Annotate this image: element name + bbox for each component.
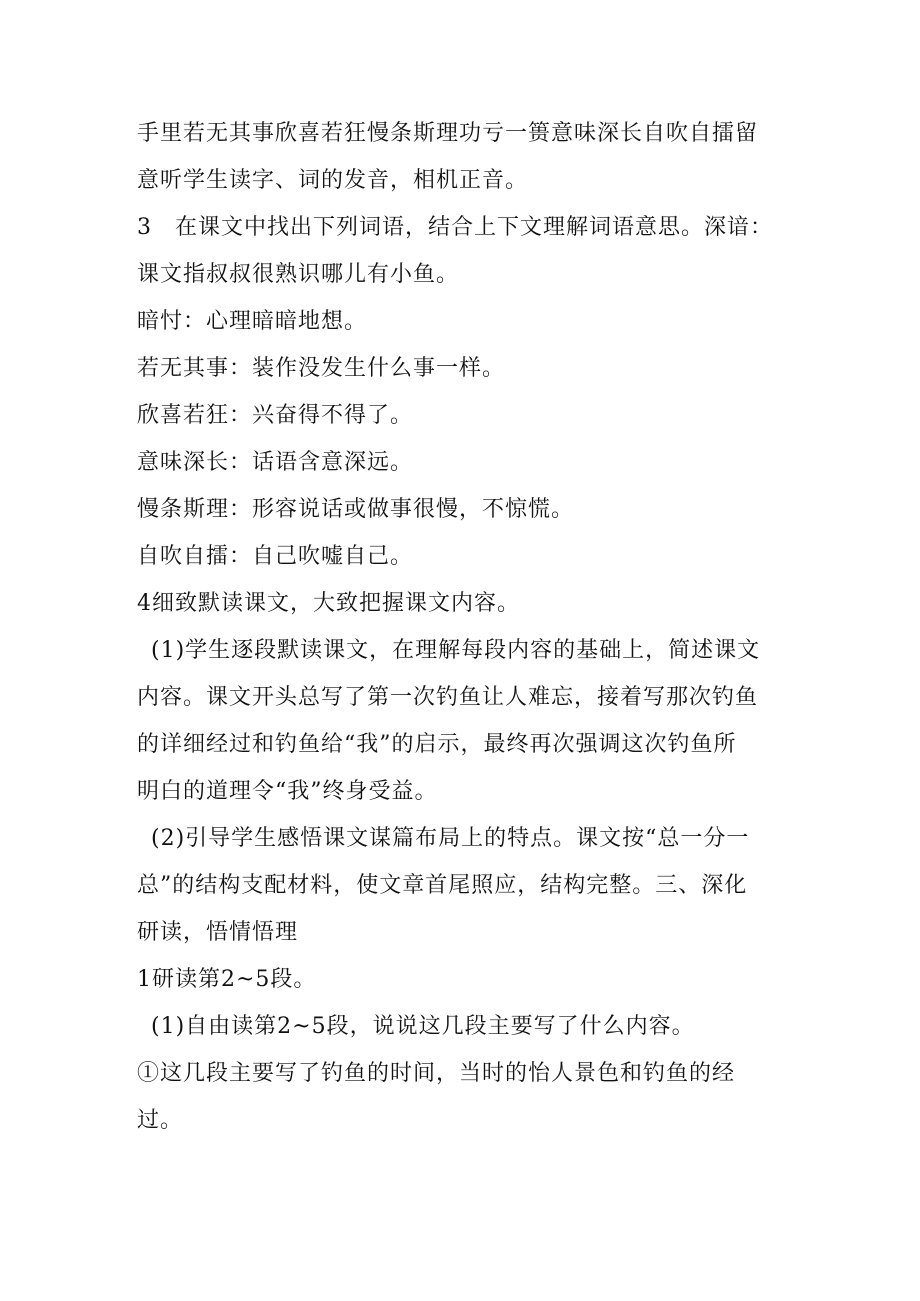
text-line: (1)学生逐段默读课文，在理解每段内容的基础上，简述课文 (151, 638, 761, 663)
text-line: 内容。课文开头总写了第一次钓鱼让人难忘，接着写那次钓鱼 (137, 685, 759, 710)
text-line: (2)引导学生感悟课文谋篇布局上的特点。课文按“总一分一 (151, 826, 750, 851)
text-line: 课文指叔叔很熟识哪儿有小鱼。 (137, 262, 460, 287)
text-line: (1)自由读第2~5段，说说这几段主要写了什么内容。 (151, 1014, 695, 1039)
text-line: 明白的道理令“我”终身受益。 (137, 779, 438, 804)
text-line: 1研读第2~5段。 (137, 967, 317, 992)
text-line: 欣喜若狂：兴奋得不得了。 (137, 403, 414, 428)
text-line: 自吹自擂：自己吹嘘自己。 (137, 544, 414, 569)
text-line: 的详细经过和钓鱼给“我”的启示，最终再次强调这次钓鱼所 (137, 732, 737, 757)
text-line: 研读，悟情悟理 (137, 920, 299, 945)
text-line: 4细致默读课文，大致把握课文内容。 (137, 591, 520, 616)
text-line: 意味深长：话语含意深远。 (137, 450, 414, 475)
text-line: 总”的结构支配材料，使文章首尾照应，结构完整。三、深化 (137, 873, 748, 898)
text-line: 手里若无其事欣喜若狂慢条斯理功亏一篑意味深长自吹自擂留 (137, 121, 759, 146)
text-line: 若无其事：装作没发生什么事一样。 (137, 356, 506, 381)
text-line: ①这几段主要写了钓鱼的时间，当时的怡人景色和钓鱼的经 (137, 1061, 736, 1086)
text-line: 意听学生读字、词的发音，相机正音。 (137, 168, 529, 193)
text-line: 过。 (137, 1108, 184, 1133)
text-line: 慢条斯理：形容说话或做事很慢，不惊慌。 (137, 497, 575, 522)
text-line: 3 在课文中找出下列词语，结合上下文理解词语意思。深谙： (137, 215, 773, 240)
text-line: 暗忖：心理暗暗地想。 (137, 309, 368, 334)
